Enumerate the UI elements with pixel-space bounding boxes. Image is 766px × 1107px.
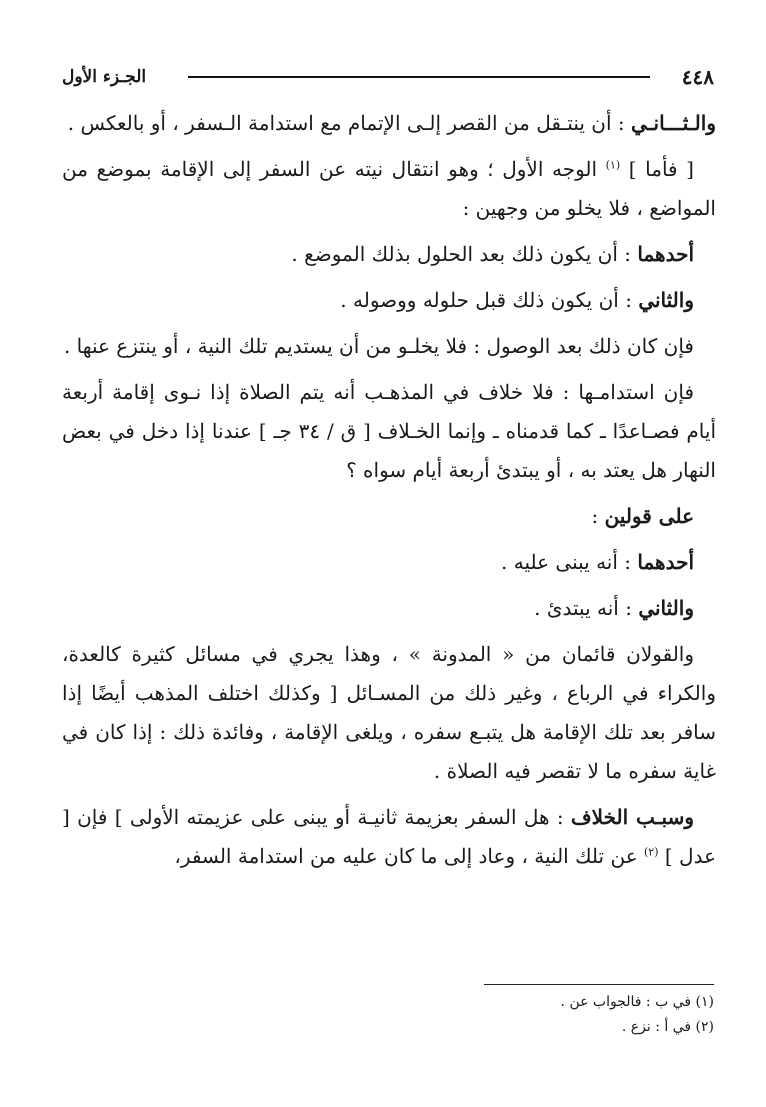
- paragraph: [62, 104, 716, 143]
- paragraph-lead: والثاني: [638, 288, 694, 312]
- paragraph: [62, 497, 716, 536]
- paragraph: [62, 150, 716, 228]
- paragraph: [62, 235, 716, 274]
- paragraph-text: [ فأما ]: [620, 157, 694, 181]
- page-header: [62, 64, 714, 92]
- paragraph-text: : أن يكون ذلك قبل حلوله ووصوله .: [340, 288, 639, 312]
- footnotes: [314, 990, 714, 1040]
- paragraph-text: : أن يكون ذلك بعد الحلول بذلك الموضع .: [291, 242, 638, 266]
- paragraph-lead: أحدهما: [637, 550, 694, 574]
- paragraph: [62, 543, 716, 582]
- page-number: ٤٤٨: [681, 65, 714, 89]
- paragraph: [62, 798, 716, 876]
- paragraph-text: : أنه يبنى عليه .: [501, 550, 638, 574]
- footnote: (٢) في أ : نزع .: [621, 1019, 714, 1035]
- paragraph: [62, 327, 716, 366]
- paragraph-text: الوجه الأول ؛ وهو انتقال نيته عن السفر إلى الإقامة بموضع من المواضع ، فلا يخلو من وجهين :: [62, 157, 716, 220]
- paragraph-text: : أنه يبتدئ .: [534, 596, 639, 620]
- paragraph-lead: وسبـب الخلاف: [570, 805, 694, 829]
- paragraph-text: :: [591, 504, 605, 528]
- paragraph: [62, 589, 716, 628]
- paragraph-text: : هل السفر بعزيمة ثانيـة أو يبنى على عزيمته الأولى ] فإن [ عدل ]: [62, 805, 716, 868]
- footnote-rule: [484, 984, 714, 985]
- paragraph: [62, 373, 716, 490]
- paragraph-text: فإن كان ذلك بعد الوصول : فلا يخلـو من أن يستديم تلك النية ، أو ينتزع عنها .: [63, 334, 694, 358]
- paragraph: [62, 281, 716, 320]
- main-text: [62, 104, 716, 883]
- paragraph-lead: والـثـــانـي: [631, 111, 716, 135]
- paragraph-lead: والثاني: [638, 596, 694, 620]
- footnote-ref: (٢): [644, 845, 659, 859]
- part-title: الجـزء الأول: [62, 67, 147, 87]
- paragraph-text: والقولان قائمان من « المدونة » ، وهذا يجري في مسائل كثيرة كالعدة، والكراء في الرباع ، وغير ذلك من المسـائل [ وكذلك اختلف المذهب أيضًا إذا سافر بعد تلك الإقامة هل يتبـع سفره ، ويلغى الإقامة ، وفائدة ذلك : إذا كان في غاية سفره ما لا تقصر فيه الصلاة .: [62, 642, 716, 783]
- paragraph-text: فإن استدامـها : فلا خلاف في المذهـب أنه يتم الصلاة إذا نـوى إقامة أربعة أيام فصـاعدًا ـ كما قدمناه ـ وإنما الخـلاف [ ق / ٣٤ جـ ] عندنا إذا دخل في بعض النهار هل يعتد به ، أو يبتدئ أربعة أيام سواه ؟: [62, 380, 717, 482]
- paragraph-text: عن تلك النية ، وعاد إلى ما كان عليه من استدامة السفر،: [174, 844, 644, 868]
- footnote-ref: (١): [605, 158, 621, 172]
- header-rule: [188, 76, 650, 78]
- paragraph: [62, 635, 716, 791]
- footnote: (١) في ب : فالجواب عن .: [560, 994, 714, 1010]
- paragraph-text: : أن ينتـقل من القصر إلـى الإتمام مع استدامة الـسفر ، أو بالعكس .: [67, 111, 632, 135]
- paragraph-lead: أحدهما: [637, 242, 694, 266]
- paragraph-lead: على قولين: [604, 504, 694, 528]
